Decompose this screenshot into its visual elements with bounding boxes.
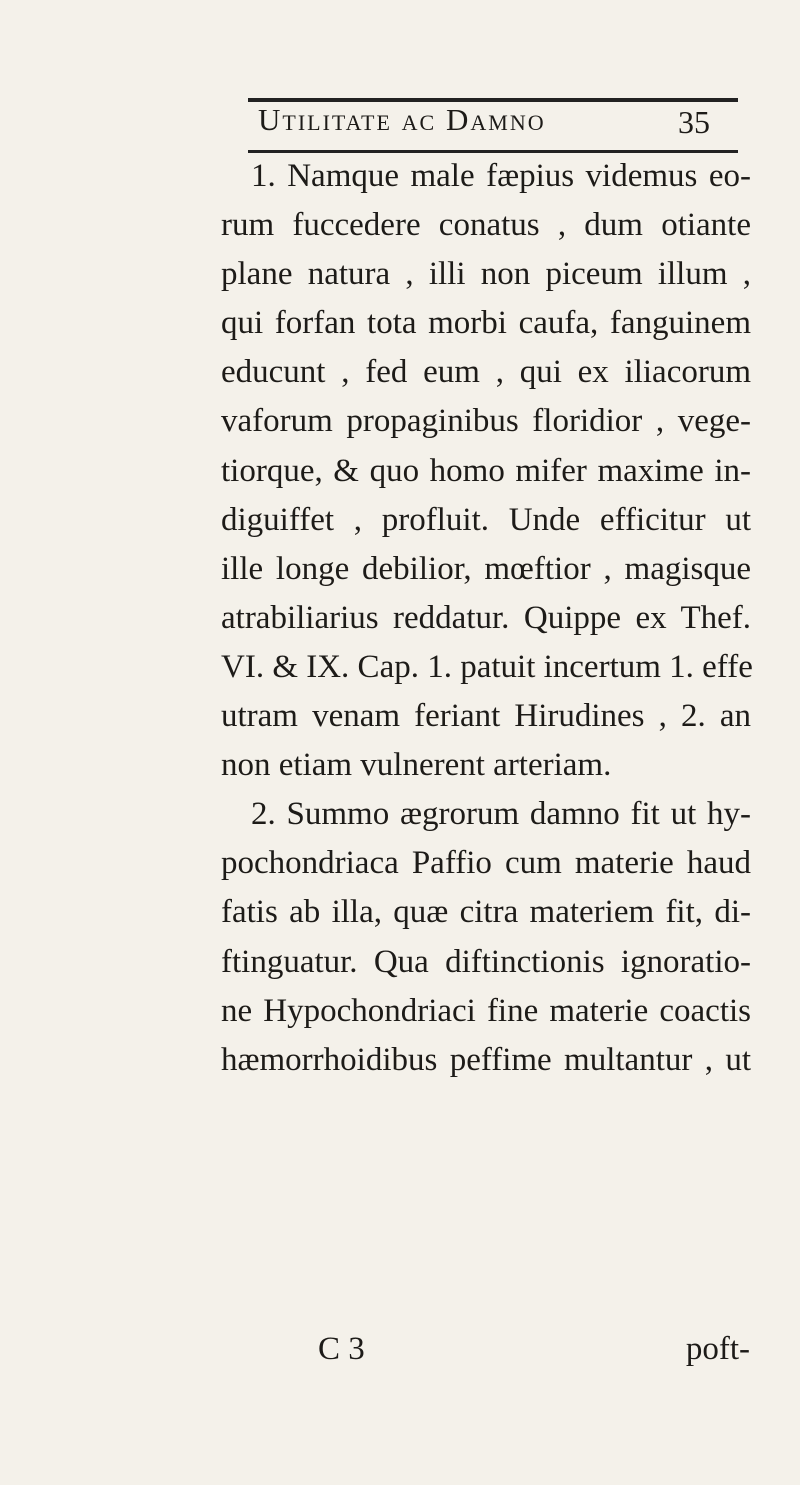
text-line: ftinguatur. Qua diftinctionis ignoratio- <box>221 943 751 980</box>
page-footer <box>318 1325 750 1374</box>
text-line: plane natura , illi non piceum illum , <box>221 256 751 293</box>
text-line: ne Hypochondriaci fine materie coactis <box>221 992 751 1029</box>
catchword: poft- <box>685 1331 750 1367</box>
text-line: 1. Namque male fæpius videmus eo- <box>251 158 751 194</box>
text-line: 2. Summo ægrorum damno fit ut hy- <box>251 796 751 833</box>
text-body <box>221 152 751 1085</box>
text-line: VI. & IX. Cap. 1. patuit incertum 1. effe <box>221 648 753 685</box>
text-line: hæmorrhoidibus peffime multantur , ut <box>221 1041 751 1078</box>
text-line: educunt , fed eum , qui ex iliacorum <box>221 354 751 391</box>
text-line: fatis ab illa, quæ citra materiem fit, di- <box>221 894 751 931</box>
text-line: non etiam vulnerent arteriam. <box>221 747 612 784</box>
page-header <box>248 78 748 152</box>
page-number: 35 <box>678 104 710 140</box>
text-line: utram venam feriant Hirudines , 2. an <box>221 698 751 735</box>
text-line: vaforum propaginibus floridior , vege- <box>221 403 751 440</box>
running-title: Utilitate ac Damno <box>258 102 546 137</box>
signature-mark: C 3 <box>318 1331 365 1367</box>
text-line: qui forfan tota morbi caufa, fanguinem <box>221 305 751 342</box>
text-line: ille longe debilior, mœftior , magisque <box>221 550 751 587</box>
text-line: atrabiliarius reddatur. Quippe ex Thef. <box>221 599 751 636</box>
text-line: rum fuccedere conatus , dum otiante <box>221 207 751 244</box>
text-line: pochondriaca Paffio cum materie haud <box>221 845 751 882</box>
text-line: tiorque, & quo homo mifer maxime in- <box>221 452 751 489</box>
text-line: diguiffet , profluit. Unde efficitur ut <box>221 501 751 538</box>
